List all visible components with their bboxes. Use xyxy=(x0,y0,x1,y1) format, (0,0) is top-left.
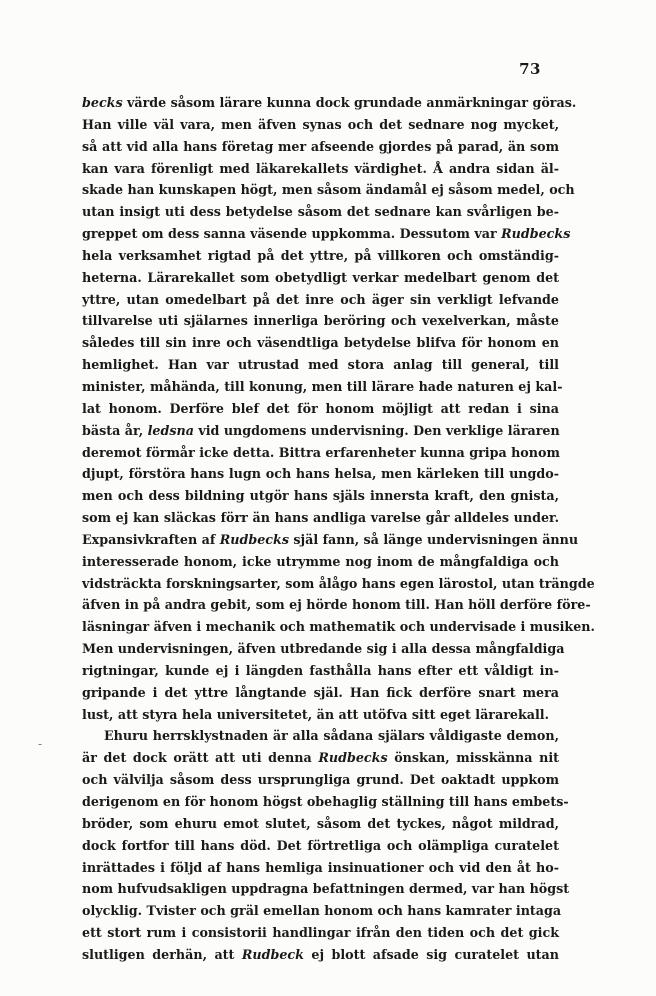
text-run: yttre, utan omedelbart på det inre och äger sin verkligt lefvande xyxy=(82,291,559,307)
text-line xyxy=(82,463,559,485)
italic-name: Rudbecks xyxy=(501,226,571,242)
text-line xyxy=(82,551,559,573)
text-run: äfven in på andra gebit, som ej hörde honom till. Han höll derföre före- xyxy=(82,597,591,613)
text-line xyxy=(82,245,559,267)
text-run: bröder, som ehuru emot slutet, såsom det tyckes, något mildrad, xyxy=(82,815,559,831)
text-run: olycklig. Tvister och gräl emellan honom och hans kamrater intaga xyxy=(82,903,562,919)
text-run: dock fortfor till hans död. Det förtretliga och olämpliga curatelet xyxy=(82,837,559,853)
text-run: lat honom. Derföre blef det för honom möjligt att redan i sina xyxy=(82,400,559,416)
text-line xyxy=(82,900,562,922)
text-run: men och dess bildning utgör hans själs innersta kraft, den gnista, xyxy=(82,488,559,504)
text-line xyxy=(82,769,559,791)
text-line xyxy=(82,813,559,835)
text-run: önskan, misskänna nit xyxy=(387,750,560,766)
text-run: bästa år, xyxy=(82,422,148,438)
text-run: gripande i det yttre långtande själ. Han fick derföre snart mera xyxy=(82,684,559,700)
text-run: Han ville väl vara, men äfven synas och det sednare nog mycket, xyxy=(82,116,559,132)
italic-name: Rudbeck xyxy=(241,946,304,962)
text-line xyxy=(82,507,559,529)
text-line xyxy=(82,136,559,158)
text-run: Ehuru herrsklystnaden är alla sådana själars våldigaste demon, xyxy=(104,728,559,744)
text-line xyxy=(82,857,559,879)
text-run: ej blott afsade sig curatelet utan xyxy=(303,946,559,962)
text-run: deremot förmår icke detta. Bittra erfarenheter kunna gripa honom xyxy=(82,444,560,460)
text-run: Expansivkraften af xyxy=(82,531,220,547)
italic-name: ledsna xyxy=(147,422,194,438)
text-line xyxy=(82,332,559,354)
text-line xyxy=(82,354,559,376)
italic-name: becks xyxy=(82,95,123,110)
text-line xyxy=(82,420,559,442)
text-line xyxy=(82,638,565,660)
text-run: inrättades i följd af hans hemliga insinuationer och vid den åt ho- xyxy=(82,859,559,875)
text-run: slutligen derhän, att xyxy=(82,946,242,962)
text-line xyxy=(82,922,559,944)
text-line xyxy=(82,201,559,223)
text-line xyxy=(82,791,569,813)
text-line xyxy=(82,114,559,136)
text-run: således till sin inre och väsendtliga betydelse blifva för honom en xyxy=(82,335,559,351)
text-line xyxy=(82,179,575,201)
text-run: läsningar äfven i mechanik och mathematik och undervisade i musiken. xyxy=(82,619,595,635)
text-run: kan vara förenligt med läkarekallets värdighet. Å andra sidan äl- xyxy=(82,160,559,176)
text-line xyxy=(82,310,559,332)
text-run: nom hufvudsakligen uppdragna befattningen dermed, var han högst xyxy=(82,881,570,897)
text-line xyxy=(82,289,559,311)
margin-mark: - xyxy=(38,737,43,751)
text-line xyxy=(82,267,559,289)
text-line xyxy=(82,835,559,857)
text-run: greppet om dess sanna väsende uppkomma. Dessutom var xyxy=(82,226,502,242)
text-run: Men undervisningen, äfven utbredande sig i alla dessa mångfaldiga xyxy=(82,641,565,657)
page-number: 73 xyxy=(519,60,541,78)
text-run: vidsträckta forskningsarter, som ålågo hans egen lärostol, utan trängde xyxy=(82,575,595,591)
body-text xyxy=(82,92,595,966)
text-run: hemlighet. Han var utrustad med stora anlag till general, till xyxy=(82,357,559,373)
text-run: ett stort rum i consistorii handlingar ifrån den tiden och det gick xyxy=(82,925,559,941)
text-line xyxy=(82,485,559,507)
text-run: hela verksamhet rigtad på det yttre, på villkoren och omständig- xyxy=(82,247,559,263)
text-run: och välvilja såsom dess ursprungliga grund. Det oaktadt uppkom xyxy=(82,772,559,788)
text-run: värde såsom lärare kunna dock grundade anmärkningar göras. xyxy=(122,95,577,110)
text-run: derigenom en för honom högst obehaglig ställning till hans embets- xyxy=(82,794,569,809)
text-run: djupt, förstöra hans lugn och hans helsa, men kärleken till ungdo- xyxy=(82,466,559,482)
text-line xyxy=(82,376,563,398)
text-run: som ej kan släckas förr än hans andliga varelse går alldeles under. xyxy=(82,510,559,526)
text-line xyxy=(82,660,559,682)
text-run: interesserade honom, icke utrymme nog inom de mångfaldiga och xyxy=(82,553,559,569)
text-line xyxy=(82,92,577,114)
text-line xyxy=(82,747,559,769)
text-line xyxy=(82,398,559,420)
text-run: minister, måhända, till konung, men till lärare hade naturen ej kal- xyxy=(82,378,563,394)
text-run: lust, att styra hela universitetet, än att utöfva sitt eget lärarekall. xyxy=(82,706,550,722)
text-run: vid ungdomens undervisning. Den verklige läraren xyxy=(193,422,560,438)
text-line xyxy=(82,594,591,616)
text-line xyxy=(82,704,559,726)
italic-name: Rudbecks xyxy=(219,531,289,547)
text-run: heterna. Lärarekallet som obetydligt verkar medelbart genom det xyxy=(82,269,559,285)
text-line xyxy=(82,573,595,595)
text-run: så att vid alla hans företag mer afseende gjordes på parad, än som xyxy=(82,138,559,154)
text-run: själ fann, så länge undervisningen ännu xyxy=(288,531,579,547)
text-run: skade han kunskapen högt, men såsom ändamål ej såsom medel, och xyxy=(82,182,575,198)
text-line xyxy=(82,158,559,180)
text-run: är det dock orätt att uti denna xyxy=(82,750,319,766)
text-line xyxy=(82,725,559,747)
text-line xyxy=(82,944,559,966)
text-line xyxy=(82,878,570,900)
italic-name: Rudbecks xyxy=(318,750,388,766)
text-line xyxy=(82,223,571,245)
text-line xyxy=(82,682,559,704)
text-run: rigtningar, kunde ej i längden fasthålla hans efter ett våldigt in- xyxy=(82,662,559,678)
text-run: tillvarelse uti själarnes innerliga beröring och vexelverkan, måste xyxy=(82,313,559,329)
text-line xyxy=(82,442,559,464)
text-line xyxy=(82,529,579,551)
text-line xyxy=(82,616,595,638)
text-run: utan insigt uti dess betydelse såsom det sednare kan svårligen be- xyxy=(82,204,559,220)
